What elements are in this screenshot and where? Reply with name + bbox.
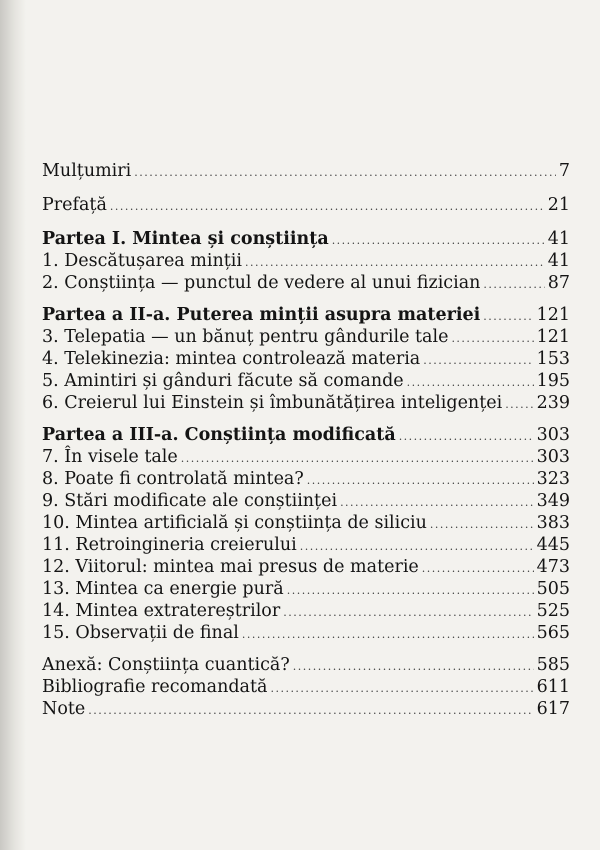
dot-leader	[88, 700, 533, 722]
toc-entry-label: 4. Telekinezia: mintea controlează materia	[42, 349, 421, 369]
toc-entry-label: 9. Stări modificate ale conștiinței	[42, 491, 338, 511]
dot-leader	[181, 448, 534, 470]
toc-entry-preface[interactable]	[42, 194, 570, 216]
toc-page-number: 41	[547, 251, 570, 271]
toc-page-number: 87	[547, 273, 570, 293]
toc-page-number: 525	[536, 601, 570, 621]
toc-part-title: Partea I. Mintea și conștiința	[42, 229, 329, 249]
toc-chapter-12[interactable]	[42, 556, 570, 578]
dot-leader	[430, 514, 534, 536]
dot-leader	[307, 470, 534, 492]
toc-page-number: 303	[536, 425, 570, 445]
toc-entry-label: 2. Conștiința — punctul de vedere al unui fizician	[42, 273, 481, 293]
toc-entry-label: 3. Telepatia — un bănuț pentru gândurile tale	[42, 327, 449, 347]
toc-entry-label: 13. Mintea ca energie pură	[42, 579, 284, 599]
toc-entry-label: 10. Mintea artificială și conștiința de siliciu	[42, 513, 427, 533]
toc-part-2-heading[interactable]	[42, 304, 570, 326]
dot-leader	[300, 536, 534, 558]
toc-chapter-5[interactable]	[42, 370, 570, 392]
toc-entry-label: Anexă: Conștiința cuantică?	[42, 655, 290, 675]
toc-chapter-6[interactable]	[42, 392, 570, 414]
toc-entry-label: Mulțumiri	[42, 161, 132, 181]
toc-part-3-heading[interactable]	[42, 424, 570, 446]
toc-chapter-1[interactable]	[42, 250, 570, 272]
toc-page-number: 7	[558, 161, 570, 181]
toc-entry-label: 12. Viitorul: mintea mai presus de materie	[42, 557, 419, 577]
toc-chapter-4[interactable]	[42, 348, 570, 370]
toc-entry-appendix[interactable]	[42, 654, 570, 676]
toc-entry-label: 6. Creierul lui Einstein și îmbunătățirea inteligenței	[42, 393, 503, 413]
toc-page-number: 445	[536, 535, 570, 555]
toc-page-number: 323	[536, 469, 570, 489]
toc-page-number: 349	[536, 491, 570, 511]
toc-page-number: 303	[536, 447, 570, 467]
dot-leader	[407, 372, 534, 394]
toc-chapter-9[interactable]	[42, 490, 570, 512]
toc-entry-label: 5. Amintiri și gânduri făcute să comande	[42, 371, 404, 391]
toc-chapter-15[interactable]	[42, 622, 570, 644]
dot-leader	[423, 350, 533, 372]
toc-entry-label: 14. Mintea extratereștrilor	[42, 601, 281, 621]
toc-entry-acknowledgements[interactable]	[42, 160, 570, 182]
toc-page-number: 121	[536, 327, 570, 347]
toc-chapter-8[interactable]	[42, 468, 570, 490]
dot-leader	[245, 252, 545, 274]
dot-leader	[505, 394, 533, 416]
toc-chapter-3[interactable]	[42, 326, 570, 348]
dot-leader	[110, 196, 545, 218]
toc-page-number: 505	[536, 579, 570, 599]
toc-part-title: Partea a III-a. Conștiința modificată	[42, 425, 396, 445]
toc-entry-label: 8. Poate fi controlată mintea?	[42, 469, 304, 489]
toc-page-number: 565	[536, 623, 570, 643]
toc-entry-label: 1. Descătușarea minții	[42, 251, 242, 271]
toc-entry-label: Bibliografie recomandată	[42, 677, 268, 697]
dot-leader	[399, 426, 534, 448]
toc-page-number: 121	[536, 305, 570, 325]
toc-page-number: 21	[547, 195, 570, 215]
toc-page-number: 153	[536, 349, 570, 369]
toc-page-number: 611	[536, 677, 570, 697]
toc-entry-label: Note	[42, 699, 86, 719]
toc-chapter-10[interactable]	[42, 512, 570, 534]
toc-page-number: 383	[536, 513, 570, 533]
toc-page-number: 585	[536, 655, 570, 675]
toc-part-1-heading[interactable]	[42, 228, 570, 250]
toc-page-number: 41	[547, 229, 570, 249]
toc-page-number: 617	[536, 699, 570, 719]
toc-entry-notes[interactable]	[42, 698, 570, 720]
toc-entry-bibliography[interactable]	[42, 676, 570, 698]
dot-leader	[242, 624, 534, 646]
dot-leader	[483, 306, 533, 328]
toc-entry-label: 7. În visele tale	[42, 447, 178, 467]
dot-leader	[340, 492, 534, 514]
toc-page-number: 239	[536, 393, 570, 413]
toc-chapter-7[interactable]	[42, 446, 570, 468]
dot-leader	[332, 230, 545, 252]
dot-leader	[483, 274, 544, 296]
toc-chapter-11[interactable]	[42, 534, 570, 556]
dot-leader	[451, 328, 533, 350]
toc-chapter-13[interactable]	[42, 578, 570, 600]
toc-page-number: 473	[536, 557, 570, 577]
toc-page-number: 195	[536, 371, 570, 391]
table-of-contents	[42, 160, 570, 720]
toc-entry-label: Prefață	[42, 195, 107, 215]
dot-leader	[422, 558, 534, 580]
page-gutter-shadow	[0, 0, 26, 850]
toc-chapter-2[interactable]	[42, 272, 570, 294]
dot-leader	[287, 580, 534, 602]
dot-leader	[293, 656, 534, 678]
dot-leader	[283, 602, 533, 624]
toc-part-title: Partea a II-a. Puterea minții asupra materiei	[42, 305, 481, 325]
toc-entry-label: 15. Observații de final	[42, 623, 239, 643]
toc-chapter-14[interactable]	[42, 600, 570, 622]
dot-leader	[270, 678, 533, 700]
dot-leader	[134, 162, 556, 184]
toc-entry-label: 11. Retroingineria creierului	[42, 535, 297, 555]
